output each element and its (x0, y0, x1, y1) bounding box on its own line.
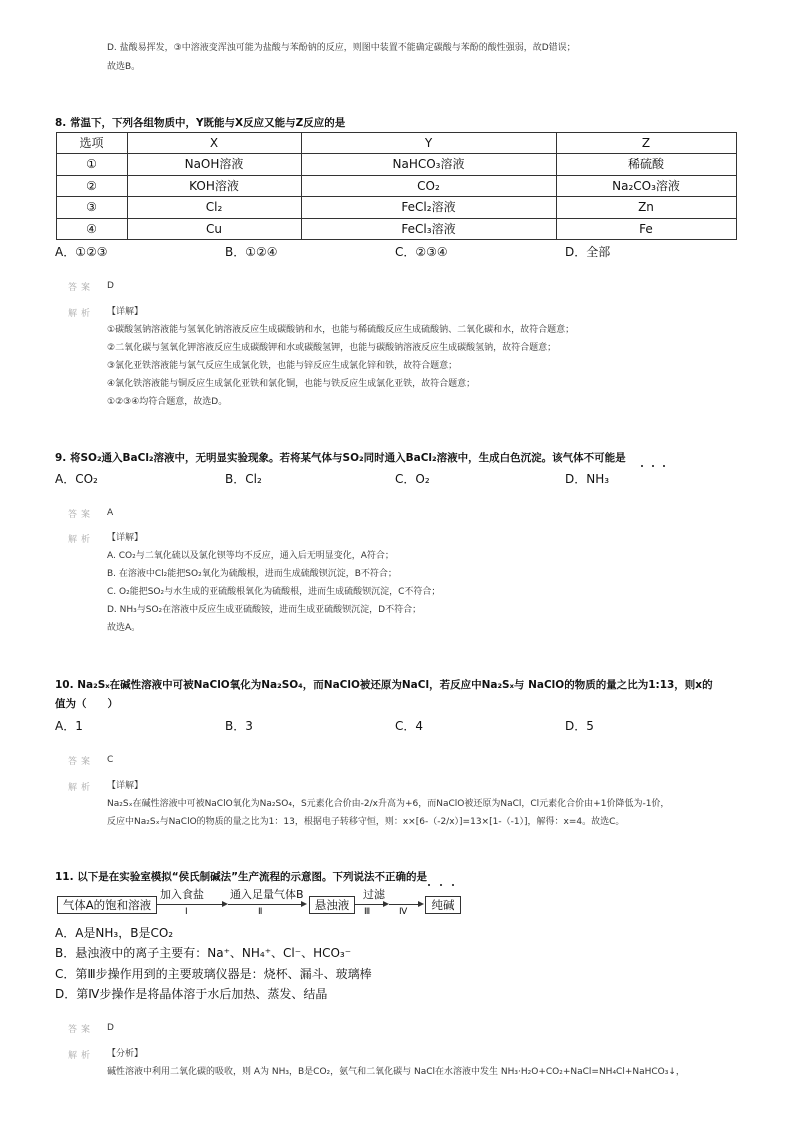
q8-explanation-1: ①碳酸氢钠溶液能与氢氧化钠溶液反应生成碳酸钠和水，也能与稀硫酸反应生成硫酸钠、二氧化碳和水，故符合题意； (107, 325, 575, 335)
q10-detail-tag: 【详解】 (107, 781, 144, 791)
flow-roman-2: Ⅱ (258, 907, 263, 917)
q11-option-a: A．A是NH₃，B是CO₂ (55, 926, 174, 940)
q10-option-d: D．5 (565, 719, 594, 733)
analysis-label: 解析 (68, 1051, 95, 1061)
q10-option-c: C．4 (395, 719, 424, 733)
q11-option-c: C．第Ⅲ步操作用到的主要玻璃仪器是：烧杯、漏斗、玻璃棒 (55, 967, 372, 981)
answer-label: 答案 (68, 757, 95, 767)
q8-answer: D (107, 281, 114, 291)
q9-answer: A (107, 508, 114, 518)
table-header-z: Z (641, 136, 651, 150)
q8-explanation-5: ①②③④均符合题意，故选D。 (107, 397, 228, 407)
table-cell: CO₂ (417, 179, 440, 193)
answer-label: 答案 (68, 1025, 95, 1035)
q8-option-b: B．①②④ (225, 245, 278, 259)
table-cell: 稀硫酸 (627, 157, 664, 171)
q11-option-d: D．第Ⅳ步操作是将晶体溶于水后加热、蒸发、结晶 (55, 987, 328, 1001)
q8-stem: 8. 常温下，下列各组物质中，Y既能与X反应又能与Z反应的是 (55, 117, 346, 129)
flow-box-saturated-solution: 气体A的饱和溶液 (57, 896, 157, 914)
table-cell: FeCl₃溶液 (401, 222, 456, 236)
q9-explanation-1: A. CO₂与二氧化硫以及氯化钡等均不反应，通入后无明显变化，A符合； (107, 551, 394, 561)
q8-option-a: A．①②③ (55, 245, 108, 259)
q8-explanation-4: ④氯化铁溶液能与铜反应生成氯化亚铁和氯化铜，也能与铁反应生成氯化亚铁，故符合题意； (107, 379, 476, 389)
q10-option-b: B．3 (225, 719, 253, 733)
q9-option-d: D．NH₃ (565, 472, 610, 486)
q10-option-a: A．1 (55, 719, 83, 733)
answer-label: 答案 (68, 283, 95, 293)
q10-explanation-1: Na₂Sₓ在碱性溶液中可被NaClO氧化为Na₂SO₄，S元素化合价由-2/x升高为+6，而NaClO被还原为NaCl，Cl元素化合价由+1价降低为-1价， (107, 799, 670, 809)
table-cell: ④ (86, 222, 97, 236)
flow-step2-label: 通入足量气体B (230, 888, 304, 901)
flow-arrowhead-4 (418, 901, 424, 907)
flow-roman-4: Ⅳ (399, 907, 408, 917)
q8-table (56, 132, 737, 240)
analysis-label: 解析 (68, 535, 95, 545)
flow-arrow-3 (354, 904, 384, 905)
flow-arrow-1 (156, 904, 224, 905)
analysis-label: 解析 (68, 783, 95, 793)
flow-roman-1: Ⅰ (185, 907, 188, 917)
q9-explanation-3: C. O₂能把SO₂与水生成的亚硫酸根氧化为硫酸根，进而生成硫酸钡沉淀，C不符合； (107, 587, 441, 597)
q8-detail-tag: 【详解】 (107, 307, 144, 317)
q9-option-c: C．O₂ (395, 472, 430, 486)
flow-arrow-4 (389, 904, 419, 905)
q11-explanation-1: 碱性溶液中利用二氧化碳的吸收，则 A为 NH₃，B是CO₂，氨气和二氧化碳与 NaCl在水溶液中发生 NH₃·H₂O+CO₂+NaCl=NH₄Cl+NaHCO₃↓， (107, 1067, 685, 1077)
flow-arrowhead-2 (301, 901, 307, 907)
table-cell: NaOH溶液 (184, 157, 244, 171)
table-cell: ③ (86, 200, 97, 214)
emphasis-dot (663, 465, 665, 467)
q10-stem-line1: 10. Na₂Sₓ在碱性溶液中可被NaClO氧化为Na₂SO₄，而NaClO被还原为NaCl，若反应中Na₂Sₓ与 NaClO的物质的量之比为1:13，则x的 (55, 679, 713, 691)
q9-stem: 9. 将SO₂通入BaCl₂溶液中，无明显实验现象。若将某气体与SO₂同时通入BaCl₂溶液中，生成白色沉淀。该气体不可能是 (55, 452, 626, 464)
table-cell: Cl₂ (205, 200, 223, 214)
q11-analysis-tag: 【分析】 (107, 1049, 144, 1059)
q11-option-b: B．悬浊液中的离子主要有：Na⁺、NH₄⁺、Cl⁻、HCO₃⁻ (55, 946, 352, 960)
flow-box-soda-ash: 纯碱 (425, 896, 461, 914)
table-cell: KOH溶液 (189, 179, 239, 193)
q9-detail-tag: 【详解】 (107, 533, 144, 543)
flow-roman-3: Ⅲ (364, 907, 371, 917)
emphasis-dot (452, 884, 454, 886)
q9-explanation-5: 故选A。 (107, 623, 141, 633)
q8-explanation-3: ③氯化亚铁溶液能与氯气反应生成氯化铁，也能与锌反应生成氯化锌和铁，故符合题意； (107, 361, 458, 371)
q7-tail-line2: 故选B。 (107, 62, 141, 72)
table-cell: Zn (638, 200, 654, 214)
q9-explanation-4: D. NH₃与SO₂在溶液中反应生成亚硫酸铵，进而生成亚硫酸钡沉淀，D不符合； (107, 605, 422, 615)
q7-tail-line1: D. 盐酸易挥发，③中溶液变浑浊可能为盐酸与苯酚钠的反应，则图中装置不能确定碳酸与苯酚的酸性强弱，故D错误； (107, 43, 576, 53)
table-header-y: Y (424, 136, 433, 150)
table-header-option: 选项 (79, 136, 104, 150)
q11-stem: 11. 以下是在实验室模拟“侯氏制碱法”生产流程的示意图。下列说法不正确的是 (55, 871, 428, 883)
q10-answer: C (107, 755, 114, 765)
table-cell: ② (86, 179, 97, 193)
flow-step1-label: 加入食盐 (160, 888, 204, 901)
q9-option-b: B．Cl₂ (225, 472, 262, 486)
table-header-x: X (209, 136, 219, 150)
flow-step3-label: 过滤 (363, 888, 385, 901)
emphasis-dot (428, 884, 430, 886)
answer-label: 答案 (68, 510, 95, 520)
emphasis-dot (641, 465, 643, 467)
emphasis-dot (652, 465, 654, 467)
table-cell: NaHCO₃溶液 (392, 157, 465, 171)
analysis-label: 解析 (68, 309, 95, 319)
table-cell: FeCl₂溶液 (401, 200, 456, 214)
q8-option-c: C．②③④ (395, 245, 448, 259)
q9-explanation-2: B. 在溶液中Cl₂能把SO₂氧化为硫酸根，进而生成硫酸钡沉淀，B不符合； (107, 569, 397, 579)
table-cell: Na₂CO₃溶液 (612, 179, 680, 193)
emphasis-dot (440, 884, 442, 886)
table-cell: Fe (639, 222, 653, 236)
q8-explanation-2: ②二氧化碳与氢氧化钾溶液反应生成碳酸钾和水或碳酸氢钾，也能与碳酸钠溶液反应生成碳酸氢钠，故符合题意； (107, 343, 557, 353)
table-cell: Cu (206, 222, 222, 236)
q10-stem-line2: 值为（ ） (55, 698, 118, 710)
table-cell: ① (86, 157, 97, 171)
q11-answer: D (107, 1023, 114, 1033)
q10-explanation-2: 反应中Na₂Sₓ与NaClO的物质的量之比为1：13，根据电子转移守恒，则：x×[6-（-2/x）]=13×[1-（-1）]，解得：x=4。故选C。 (107, 817, 625, 827)
flow-arrow-2 (228, 904, 302, 905)
q8-option-d: D．全部 (565, 245, 611, 259)
q9-option-a: A．CO₂ (55, 472, 98, 486)
flow-box-suspension: 悬浊液 (309, 896, 355, 914)
